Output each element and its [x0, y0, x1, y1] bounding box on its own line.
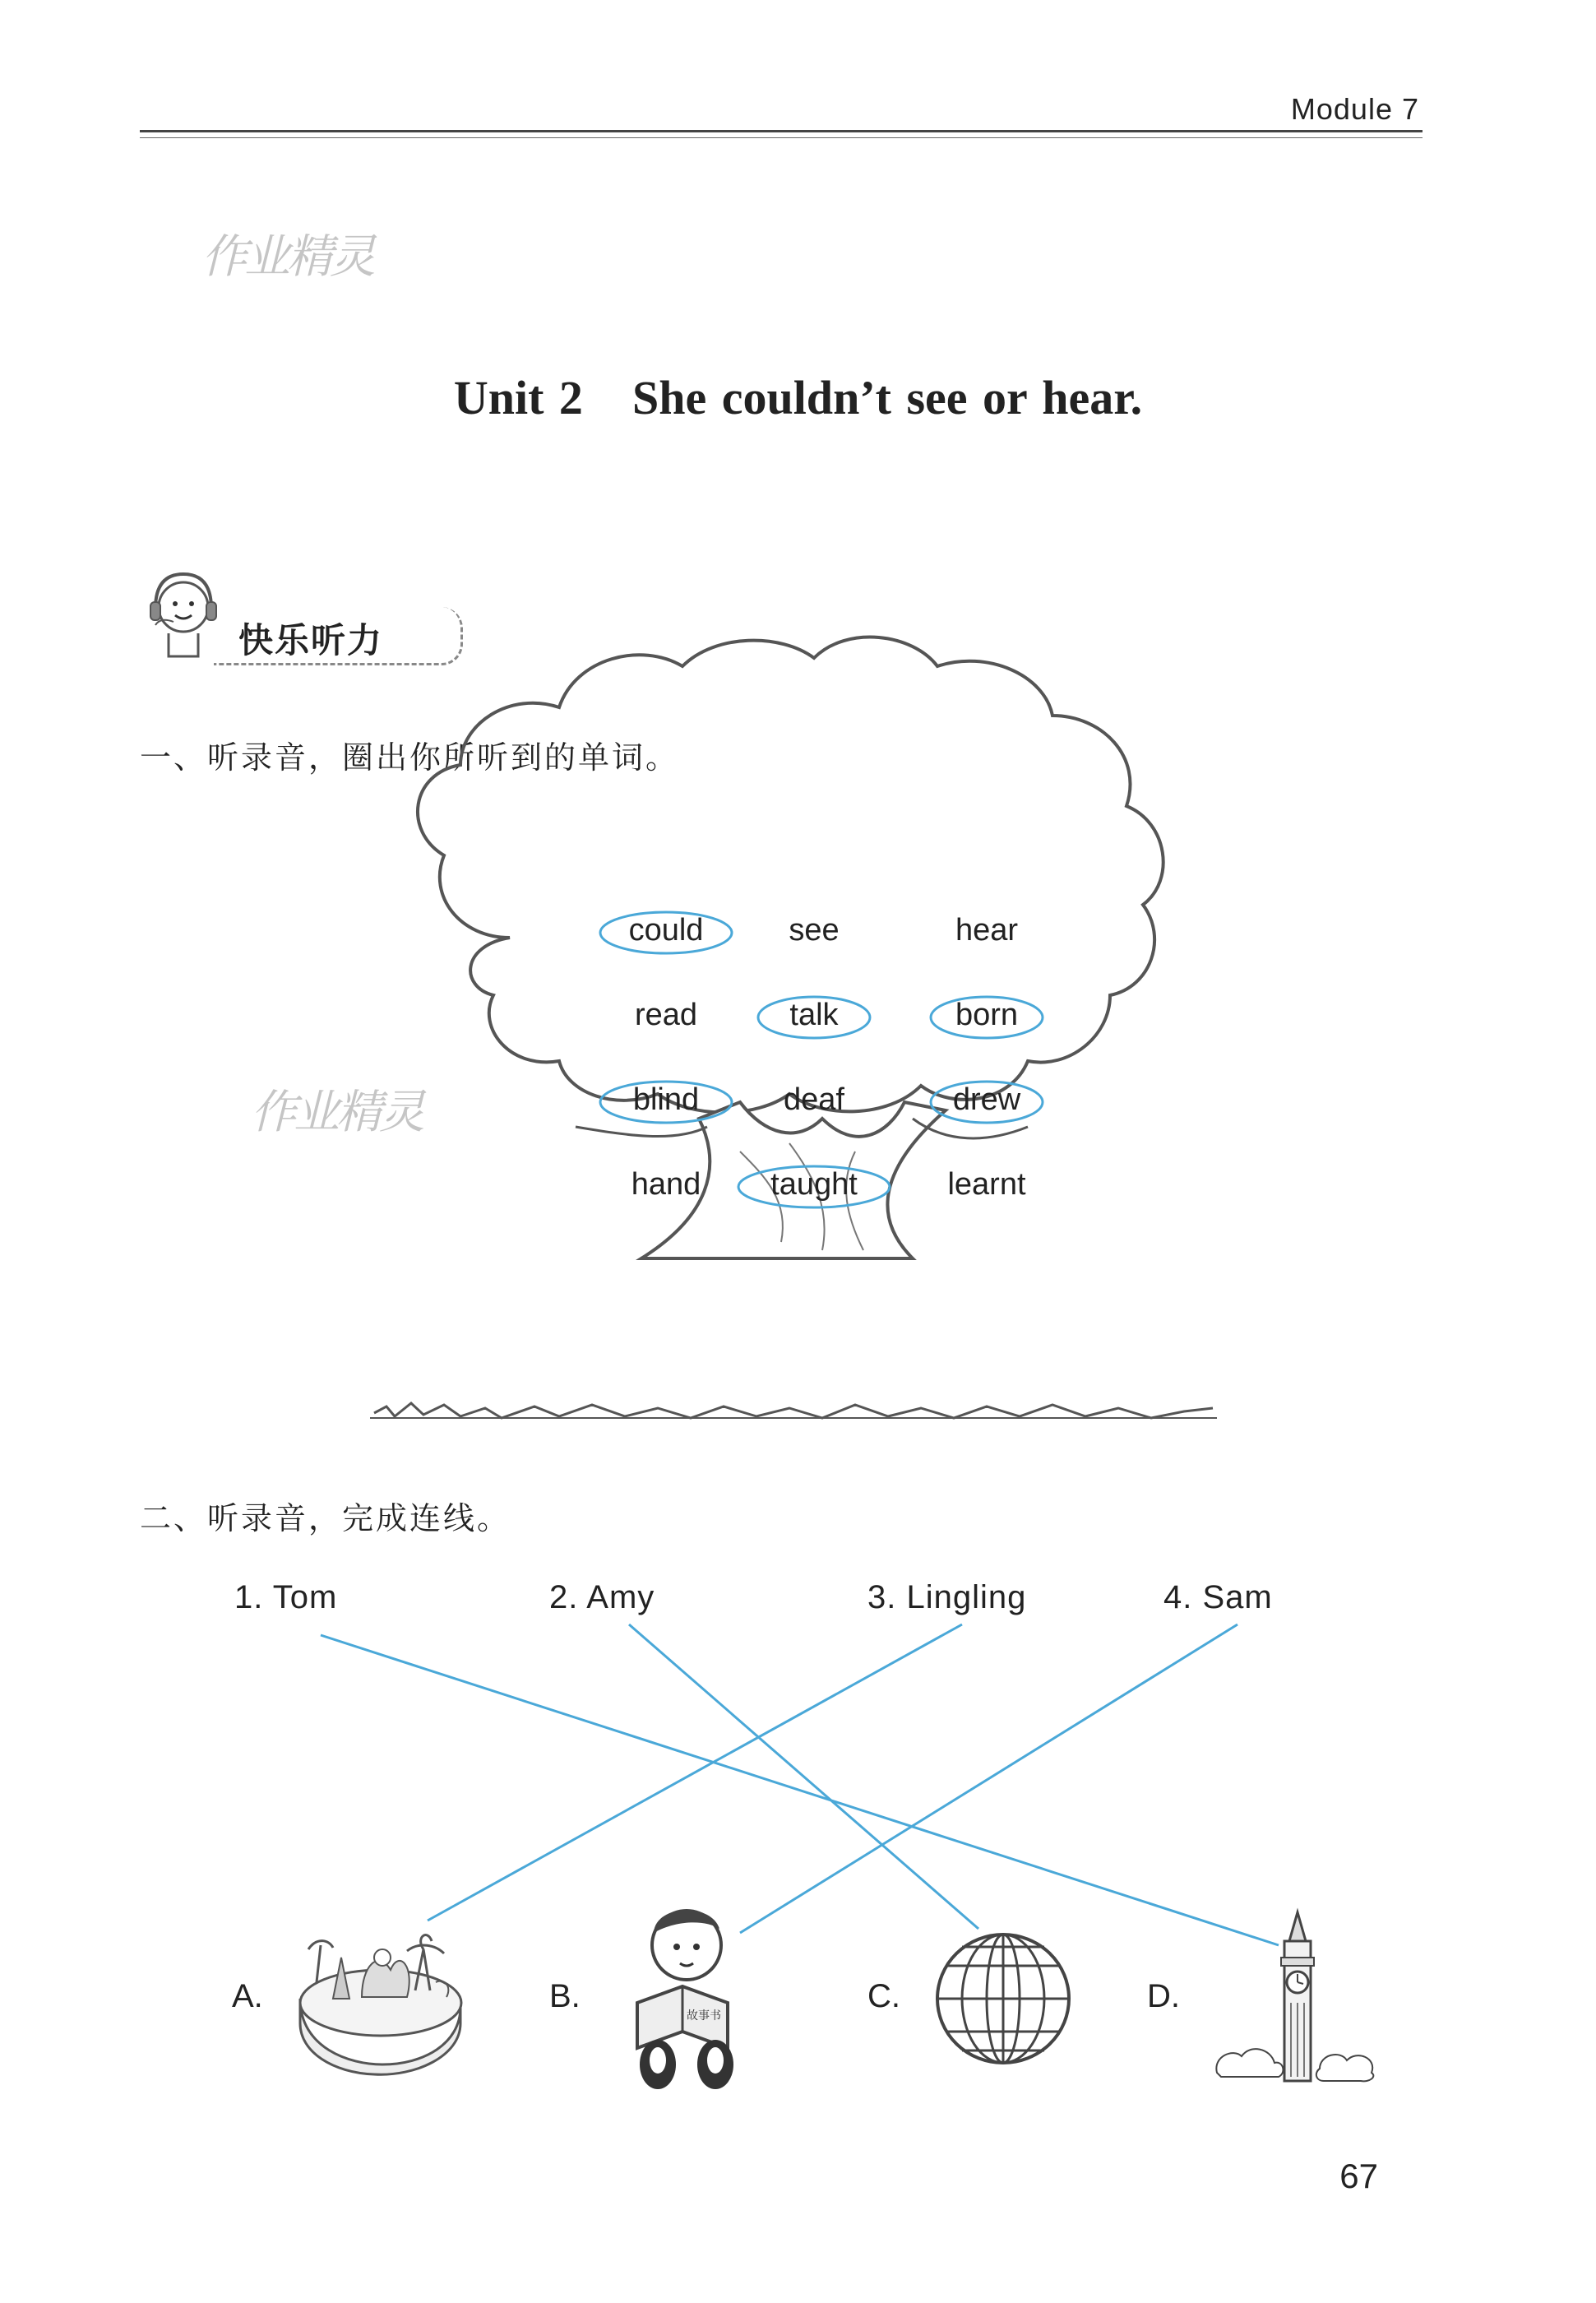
word-deaf: deaf [784, 1082, 844, 1117]
world-landmarks-icon [284, 1900, 473, 2081]
exercise1-instruction: 一、听录音，圈出你所听到的单词。 [140, 739, 680, 776]
name-tom: 1. Tom [234, 1579, 338, 1615]
option-b-label: B. [549, 1978, 581, 2014]
watermark: 作业精灵 [251, 1086, 422, 1139]
option-c-label: C. [867, 1978, 900, 2014]
word-taught: taught [770, 1167, 858, 1202]
page-number: 67 [1339, 2157, 1378, 2195]
option-d-label: D. [1147, 1978, 1180, 2014]
match-line-1 [321, 1635, 1279, 1945]
word-hand: hand [631, 1167, 701, 1202]
name-lingling: 3. Lingling [867, 1579, 1027, 1615]
watermark: 作业精灵 [201, 230, 372, 284]
book-title: 故事书 [687, 2009, 721, 2023]
module-label: Module 7 [1290, 92, 1419, 126]
option-a-label: A. [232, 1978, 263, 2014]
globe-icon [929, 1929, 1077, 2069]
unit-name: She couldn’t see or hear. [631, 371, 1143, 424]
word-learnt: learnt [947, 1167, 1026, 1202]
match-line-4 [740, 1624, 1237, 1933]
name-sam: 4. Sam [1163, 1579, 1273, 1615]
big-ben-icon [1209, 1908, 1381, 2089]
tree-canopy [418, 637, 1163, 1113]
word-born: born [955, 998, 1019, 1032]
word-hear: hear [955, 913, 1019, 948]
word-could: could [628, 913, 704, 948]
word-drew: drew [952, 1082, 1021, 1117]
exercise2-instruction: 二、听录音，完成连线。 [140, 1500, 511, 1536]
section-badge-label: 快乐听力 [238, 620, 384, 660]
name-amy: 2. Amy [549, 1579, 655, 1615]
match-line-3 [428, 1624, 962, 1921]
word-talk: talk [789, 998, 839, 1032]
match-line-2 [629, 1624, 978, 1929]
word-read: read [634, 998, 698, 1032]
word-blind: blind [632, 1082, 700, 1117]
matching-lines [321, 1624, 1279, 1945]
boy-reading-icon [604, 1896, 761, 2093]
unit-number: Unit 2 [453, 371, 583, 424]
word-see: see [789, 913, 840, 948]
